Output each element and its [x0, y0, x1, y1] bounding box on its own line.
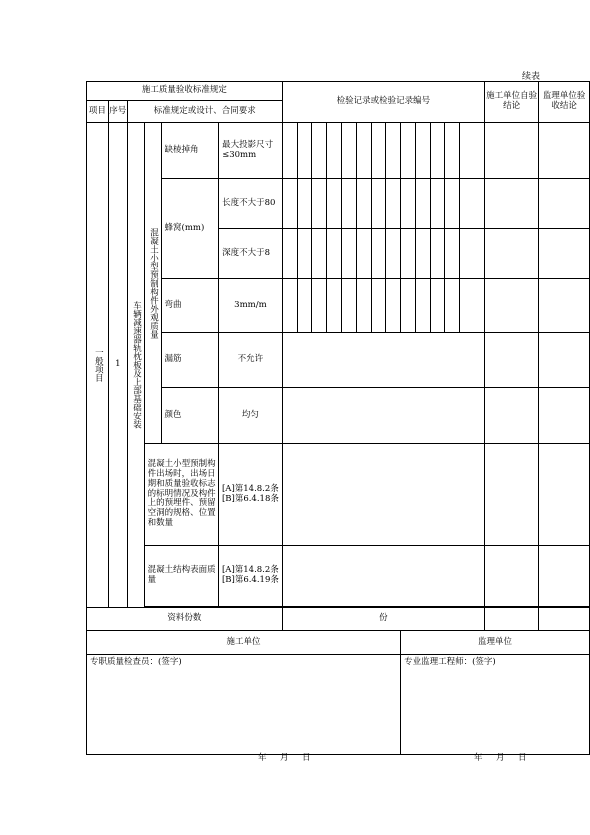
- docs-unit: 份: [282, 608, 484, 631]
- record-title: 检验记录或检验记录编号: [282, 82, 484, 123]
- row-name: 颜色: [161, 388, 219, 444]
- supervisor-date: [474, 751, 527, 763]
- row-req: 均匀: [219, 388, 283, 444]
- main-label: 车辆减速器轨枕板及上部基础安装: [127, 123, 144, 608]
- date-year: 年: [474, 753, 483, 763]
- contractor-date: [258, 751, 311, 763]
- row-req: 不允许: [219, 333, 283, 388]
- row-req: 长度不大于80: [219, 179, 283, 229]
- sub-label: 混凝土小型预制构件外观质量: [144, 123, 161, 444]
- row-name: 漏筋: [161, 333, 219, 388]
- contractor-title: 施工单位: [87, 631, 401, 655]
- row-req: [A]第14.8.2条 [B]第6.4.19条: [219, 546, 283, 607]
- standard-title: 施工质量验收标准规定: [87, 82, 283, 101]
- contractor-check-header: 施工单位自验结论: [484, 82, 538, 123]
- date-day: 日: [302, 753, 311, 763]
- date-year: 年: [258, 753, 267, 763]
- date-month: 月: [280, 753, 289, 763]
- supervisor-title: 监理单位: [401, 631, 590, 655]
- row-name: 混凝土结构表面质量: [144, 546, 218, 607]
- row-name: 蜂窝(mm): [161, 179, 219, 279]
- date-day: 日: [518, 753, 527, 763]
- item-label: 一般项目: [87, 123, 109, 608]
- seq-label: 1: [108, 123, 127, 608]
- date-month: 月: [496, 753, 505, 763]
- col-item-header: 项目: [87, 101, 109, 123]
- row-req: 3mm/m: [219, 279, 283, 333]
- row-req: 深度不大于8: [219, 229, 283, 279]
- row-name: 弯曲: [161, 279, 219, 333]
- col-standard-header: 标准规定或设计、合同要求: [127, 101, 282, 123]
- row-name: 混凝土小型预制构件出场时，出场日期和质量验收标志的标明情况及构件上的预埋件、预留空洞的规格、位置和数量: [144, 444, 218, 546]
- row-req: 最大投影尺寸≤30mm: [219, 123, 283, 179]
- supervisor-check-header: 监理单位验收结论: [539, 82, 590, 123]
- docs-label: 资料份数: [87, 608, 283, 631]
- continued-label: 续表: [522, 72, 541, 82]
- inspection-table: [86, 81, 590, 755]
- col-seq-header: 序号: [108, 101, 127, 123]
- row-req: [A]第14.8.2条 [B]第6.4.18条: [219, 444, 283, 546]
- supervisor-sign: 专业监理工程师：(签字): [401, 655, 590, 755]
- row-name: 缺棱掉角: [161, 123, 219, 179]
- contractor-sign: 专职质量检查员：(签字): [87, 655, 401, 755]
